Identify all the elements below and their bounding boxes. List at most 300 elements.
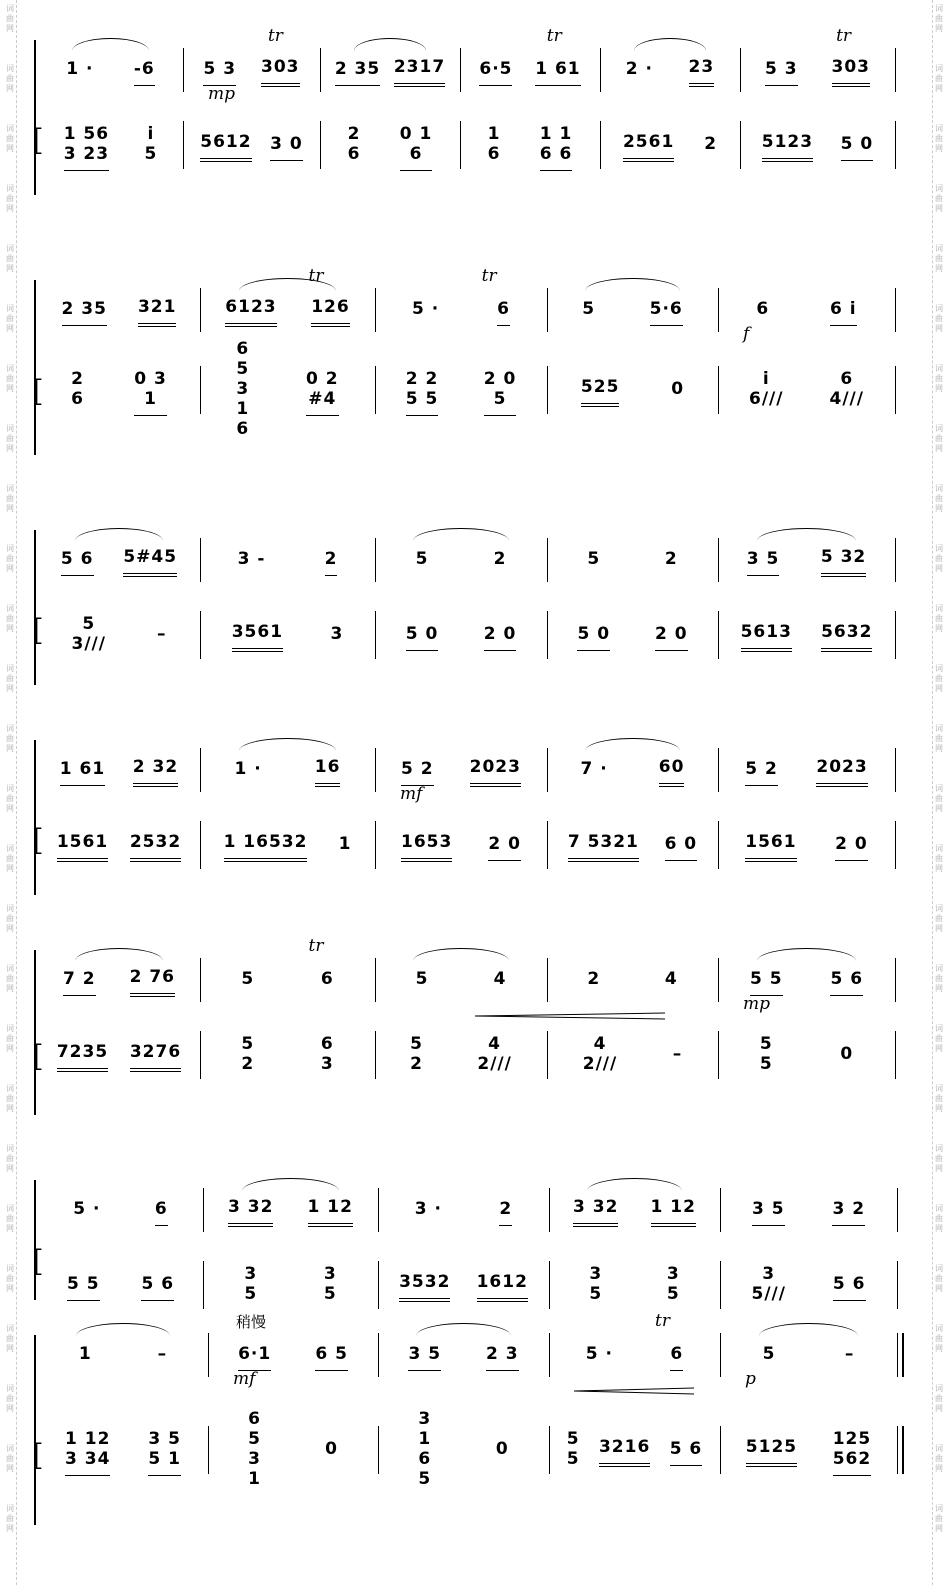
chord-notes (418, 1409, 431, 1495)
chord-notes (589, 1264, 602, 1310)
note-group: 5 6 (141, 1274, 174, 1301)
note-group: 5 (762, 1344, 776, 1364)
note-group: 2 0 (488, 834, 521, 861)
bottom-measure (557, 1257, 712, 1317)
barline (200, 821, 201, 869)
chord-note: 5 (418, 1469, 432, 1489)
note-group: 5613 (741, 622, 792, 652)
chord-note: 5 (759, 1034, 773, 1054)
note-group: 3 32 (573, 1197, 618, 1227)
note-group: 303 (261, 57, 300, 87)
trill-mark: tr (267, 26, 283, 46)
final-barline (897, 1333, 904, 1377)
chord-note: 1 (144, 388, 157, 409)
bottom-measure (555, 607, 710, 667)
system-brace (34, 950, 36, 1115)
note-group: 2 0 (835, 834, 868, 861)
chord-notes (406, 369, 439, 416)
barline (895, 958, 896, 1002)
watermark-text: 词 曲 网 (935, 424, 943, 453)
bottom-measure (216, 1409, 370, 1489)
chord-note: 3 34 (65, 1448, 111, 1469)
chord-note: 5/// (751, 1284, 786, 1304)
note-group: 2 76 (130, 967, 175, 997)
barline (600, 48, 601, 92)
bottom-measure (468, 117, 592, 177)
bottom-measure (46, 817, 192, 877)
note-group: 1653 (401, 832, 452, 862)
note-group: 7 5321 (568, 832, 639, 862)
barline (200, 958, 201, 1002)
watermark-text: 词 曲 网 (6, 544, 14, 573)
chord-notes (583, 1034, 617, 1080)
chord-note: 1 1 (539, 123, 573, 144)
chord-note: 6 (320, 1034, 334, 1054)
chord-note: 1 12 (65, 1428, 111, 1449)
chord-notes (306, 369, 339, 416)
watermark-text: 词 曲 网 (935, 1024, 943, 1053)
watermark-text: 词 曲 网 (6, 184, 14, 213)
note-group: 5 · (585, 1344, 613, 1364)
barline (200, 1031, 201, 1079)
note-group: 0 (325, 1439, 338, 1459)
barline (547, 748, 548, 792)
chord-note: 2 (410, 1054, 424, 1074)
note-group: 525 (581, 377, 620, 407)
chord-note: 0 3 (134, 368, 167, 389)
barline (895, 1031, 896, 1079)
chord-notes (148, 1429, 181, 1476)
barline (718, 958, 719, 1002)
barline (200, 288, 201, 332)
chord-notes (64, 124, 109, 171)
note-group: 5 (587, 549, 601, 569)
system-brace (34, 280, 36, 455)
barline (375, 611, 376, 659)
chord-note: 3 (236, 379, 250, 399)
barline (203, 1261, 204, 1309)
diminuendo-hairpin (475, 1012, 665, 1018)
barline (547, 958, 548, 1002)
phrase-slur (585, 738, 680, 751)
barline (375, 1031, 376, 1079)
chord-note: 3 (320, 1054, 334, 1074)
watermark-text: 词 曲 网 (935, 904, 943, 933)
barline (203, 1188, 204, 1232)
bottom-measure (726, 1027, 887, 1087)
note-group: 126 (311, 297, 350, 327)
top-measure (386, 1327, 541, 1387)
bottom-measure (555, 362, 710, 422)
note-group: 3 2 (832, 1199, 865, 1226)
bottom-measure (557, 1422, 712, 1482)
chord-note: 3 (762, 1264, 776, 1284)
note-group: – (844, 1344, 855, 1364)
watermark-text: 词 曲 网 (6, 1204, 14, 1233)
chord-notes (348, 124, 361, 170)
note-group: 6 0 (665, 834, 698, 861)
watermark-text: 词 曲 网 (935, 544, 943, 573)
bottom-measure (208, 1027, 367, 1087)
chord-note: 2/// (582, 1054, 618, 1074)
chord-notes (749, 369, 783, 415)
chord-note: 3 (248, 1449, 261, 1469)
note-group: 3561 (232, 622, 283, 652)
watermark-text: 词 曲 网 (935, 364, 943, 393)
top-measure (211, 1182, 370, 1242)
note-group: 1 61 (60, 759, 105, 786)
barline (895, 121, 896, 169)
chord-note: 6/// (749, 389, 784, 409)
bottom-measure (383, 817, 539, 877)
chord-notes (410, 1034, 423, 1080)
bottom-measure (726, 607, 887, 667)
watermark-text: 词 曲 网 (6, 1144, 14, 1173)
watermark-text: 词 曲 网 (935, 1204, 943, 1233)
note-group: 5 6 (670, 1439, 703, 1466)
phrase-slur (757, 528, 856, 541)
phrase-slur (239, 738, 336, 751)
watermark-text: 词 曲 网 (935, 844, 943, 873)
note-group: 0 (840, 1044, 854, 1064)
top-measure (208, 282, 367, 342)
chord-note: 2 (71, 369, 84, 389)
chord-note: 0 1 (399, 123, 433, 144)
bottom-measure (191, 117, 312, 177)
note-group: 5123 (762, 132, 813, 162)
barline (208, 1333, 209, 1377)
chord-note: 6 6 (539, 143, 573, 164)
watermark-text: 词 曲 网 (935, 964, 943, 993)
chord-note: #4 (308, 388, 337, 409)
barline (718, 1031, 719, 1079)
chord-note: 3 (323, 1264, 337, 1284)
chord-note: 2 0 (483, 368, 517, 389)
watermark-text: 词 曲 网 (935, 1444, 943, 1473)
barline (320, 121, 321, 169)
chord-note: 3 (589, 1264, 603, 1284)
phrase-slur (354, 38, 427, 51)
chord-notes (760, 1034, 773, 1080)
chord-note: 5 (248, 1429, 261, 1449)
barline (600, 121, 601, 169)
chord-note: 5 (666, 1284, 680, 1304)
barline (718, 611, 719, 659)
chord-notes (134, 369, 167, 416)
watermark-text: 词 曲 网 (6, 784, 14, 813)
note-group: 3216 (599, 1437, 650, 1467)
barline (200, 538, 201, 582)
note-group: 2 (493, 549, 507, 569)
top-measure (383, 952, 539, 1012)
note-group: 60 (659, 757, 685, 787)
note-group: 5 (582, 299, 596, 319)
note-group: 7 2 (63, 969, 96, 996)
watermark-text: 词 曲 网 (6, 304, 14, 333)
chord-note: 5 (589, 1284, 603, 1304)
bottom-measure (208, 607, 367, 667)
chord-note: 5 (323, 1284, 337, 1304)
score-system (0, 266, 949, 465)
chord-notes (751, 1264, 785, 1310)
note-group: 2 (499, 1199, 512, 1226)
chord-note: i (147, 124, 155, 144)
chord-note: 4/// (829, 389, 864, 409)
barline (740, 121, 741, 169)
note-group: 3 32 (228, 1197, 273, 1227)
chord-note: 5 (236, 359, 250, 379)
top-measure (46, 42, 175, 102)
chord-note: 1 (487, 124, 501, 144)
score-system (0, 1170, 949, 1310)
chord-note: 3/// (71, 634, 106, 654)
note-group: 6123 (225, 297, 276, 327)
chord-note: 2 (347, 124, 361, 144)
note-group: 4 (664, 969, 678, 989)
chord-notes (540, 124, 573, 171)
top-measure (208, 742, 367, 802)
watermark-text: 词 曲 网 (935, 64, 943, 93)
bottom-measure (728, 1422, 889, 1482)
barline (895, 611, 896, 659)
note-group: 0 (495, 1439, 509, 1459)
watermark-text: 词 曲 网 (935, 304, 943, 333)
bottom-measure (608, 117, 732, 177)
barline (378, 1333, 379, 1377)
note-group: 1561 (745, 832, 796, 862)
note-group: 3 5 (747, 549, 780, 576)
score-system (0, 936, 949, 1125)
note-group: 1 · (66, 59, 94, 79)
barline (895, 748, 896, 792)
note-group: 5632 (821, 622, 872, 652)
note-group: 2 35 (62, 299, 107, 326)
watermark-text: 词 曲 网 (935, 724, 943, 753)
bottom-measure (386, 1409, 541, 1489)
top-measure (555, 532, 710, 592)
chord-note: 5 5 (405, 388, 439, 409)
note-group: 6 (155, 1199, 168, 1226)
note-group: 1 12 (308, 1197, 353, 1227)
bottom-measure (726, 362, 887, 422)
dynamic-marking: mp (208, 84, 236, 104)
note-group: 0 (671, 379, 685, 399)
phrase-slur (587, 1178, 682, 1191)
chord-notes (667, 1264, 680, 1310)
score-system (0, 730, 949, 905)
barline (375, 748, 376, 792)
note-group: 23 (689, 57, 715, 87)
note-group: 5 6 (833, 1274, 866, 1301)
chord-note: 1 (236, 399, 250, 419)
watermark-text: 词 曲 网 (935, 1504, 943, 1533)
top-measure (46, 742, 192, 802)
note-group: 16 (315, 757, 341, 787)
barline (375, 288, 376, 332)
chord-note: 5 (144, 144, 158, 164)
final-barline (897, 1426, 904, 1474)
watermark-text: 词 曲 网 (935, 1384, 943, 1413)
chord-note: 5 (241, 1034, 255, 1054)
note-group: 5#45 (123, 547, 177, 577)
watermark-text: 词 曲 网 (6, 64, 14, 93)
chord-note: 3 (418, 1409, 432, 1429)
chord-notes (477, 1034, 511, 1080)
dynamic-marking: mf (233, 1369, 256, 1389)
note-group: 5 32 (821, 547, 866, 577)
chord-note: 6 (409, 143, 423, 164)
watermark-text: 词 曲 网 (6, 1384, 14, 1413)
top-measure (726, 532, 887, 592)
note-group: 5 0 (577, 624, 610, 651)
barline (378, 1261, 379, 1309)
barline (897, 1188, 898, 1232)
top-measure (726, 282, 887, 342)
barline (718, 366, 719, 414)
phrase-slur (413, 528, 508, 541)
bottom-measure (328, 117, 452, 177)
top-measure (46, 1182, 195, 1242)
bottom-measure (383, 607, 539, 667)
top-measure (208, 532, 367, 592)
barline (208, 1426, 209, 1474)
barline (549, 1426, 550, 1474)
note-group: 1612 (477, 1272, 528, 1302)
tempo-marking: 稍慢 (236, 1313, 267, 1331)
bottom-measure (555, 817, 710, 877)
barline (200, 366, 201, 414)
note-group: 6·5 (479, 59, 512, 86)
barline (375, 958, 376, 1002)
note-group: 6 (497, 299, 510, 326)
note-group: 3 - (237, 549, 266, 569)
score-system (0, 520, 949, 695)
note-group: 2561 (623, 132, 674, 162)
barline (460, 48, 461, 92)
trill-mark: tr (836, 26, 852, 46)
note-group: 5 (415, 969, 429, 989)
barline (200, 611, 201, 659)
chord-note: 4 (593, 1034, 607, 1054)
chord-note: 5 (493, 388, 507, 409)
chord-note: 5 (566, 1449, 580, 1469)
barline (378, 1188, 379, 1232)
watermark-text: 词 曲 网 (935, 124, 943, 153)
chord-notes (144, 124, 157, 170)
chord-notes (241, 1034, 254, 1080)
note-group: 6 5 (315, 1344, 348, 1371)
top-measure (328, 42, 452, 102)
chord-note: 6 (248, 1409, 261, 1429)
chord-note: 125 (832, 1428, 872, 1449)
system-brace (34, 530, 36, 685)
watermark-text: 词 曲 网 (935, 1264, 943, 1293)
note-group: 1 61 (535, 59, 580, 86)
chord-note: 6 (840, 369, 854, 389)
phrase-slur (585, 278, 680, 291)
chord-note: 562 (832, 1448, 872, 1469)
trill-mark: tr (655, 1311, 670, 1331)
watermark-text: 词 曲 网 (6, 1444, 14, 1473)
chord-note: 5 (759, 1054, 773, 1074)
chord-notes (567, 1429, 580, 1475)
note-group: 2 3 (486, 1344, 519, 1371)
system-bracket: [ (32, 1244, 44, 1279)
top-measure (557, 1327, 712, 1387)
note-group: 6 i (830, 299, 857, 326)
bottom-measure (46, 1422, 200, 1482)
chord-notes (72, 614, 106, 660)
watermark-text: 词 曲 网 (935, 784, 943, 813)
barline (895, 288, 896, 332)
note-group: 303 (832, 57, 871, 87)
chord-note: 1 (248, 1469, 261, 1489)
note-group: 2 (325, 549, 338, 576)
note-group: 3276 (130, 1042, 181, 1072)
dynamic-marking: mf (400, 784, 423, 804)
note-group: 3 0 (270, 134, 303, 161)
note-group: 6·1 (238, 1344, 271, 1371)
system-bracket: [ (32, 823, 44, 859)
top-measure (46, 532, 192, 592)
barline (547, 288, 548, 332)
watermark-text: 词 曲 网 (6, 664, 14, 693)
barline (720, 1333, 721, 1377)
note-group: 1561 (57, 832, 108, 862)
note-group: 5 5 (750, 969, 783, 996)
note-group: 5 (241, 969, 255, 989)
chord-note: 5 (244, 1284, 258, 1304)
barline (720, 1261, 721, 1309)
note-group: 1 16532 (224, 832, 308, 862)
top-measure (555, 952, 710, 1012)
chord-notes (65, 1429, 110, 1476)
barline (549, 1333, 550, 1377)
barline (183, 121, 184, 169)
chord-notes (488, 124, 501, 170)
top-measure (468, 42, 592, 102)
note-group: 5 2 (401, 759, 434, 786)
system-brace (34, 1335, 36, 1525)
note-group: 5 · (73, 1199, 101, 1219)
watermark-text: 词 曲 网 (6, 904, 14, 933)
bottom-measure (728, 1257, 889, 1317)
top-measure (555, 742, 710, 802)
note-group: 5 3 (203, 59, 236, 86)
watermark-text: 词 曲 网 (935, 604, 943, 633)
diminuendo-hairpin (574, 1387, 694, 1393)
phrase-slur (416, 1323, 511, 1336)
system-brace (34, 1180, 36, 1300)
barline (718, 288, 719, 332)
note-group: 5 6 (830, 969, 863, 996)
watermark-text: 词 曲 网 (6, 1324, 14, 1353)
phrase-slur (72, 38, 148, 51)
note-group: 1 (338, 834, 352, 854)
top-measure (386, 1182, 541, 1242)
note-group: 1 (78, 1344, 92, 1364)
note-group: 2 (664, 549, 678, 569)
watermark-text: 词 曲 网 (6, 964, 14, 993)
chord-note: 5 (410, 1034, 424, 1054)
chord-notes (236, 339, 249, 445)
bottom-measure (46, 1027, 192, 1087)
note-group: 2 35 (335, 59, 380, 86)
note-group: 5 5 (67, 1274, 100, 1301)
trill-mark: tr (308, 266, 324, 286)
watermark-text: 词 曲 网 (935, 484, 943, 513)
top-measure (46, 1327, 200, 1387)
